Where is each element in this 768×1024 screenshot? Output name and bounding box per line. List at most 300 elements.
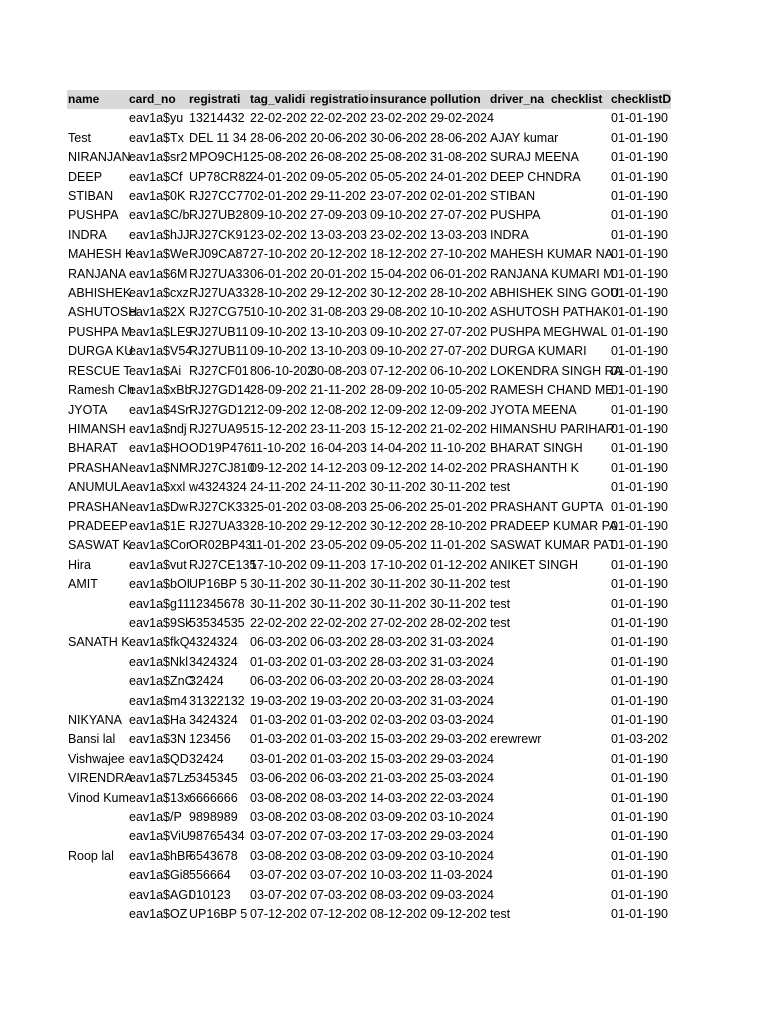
cell-tag-validity[interactable]: 11-01-202 <box>250 538 307 553</box>
cell-insurance[interactable]: 28-03-202 <box>370 654 427 669</box>
cell-tag-validity[interactable]: 03-07-202 <box>250 887 307 902</box>
cell-registration[interactable]: 12345678 <box>189 596 245 611</box>
cell-registration[interactable]: 556664 <box>189 868 231 883</box>
cell-driver-name[interactable]: JYOTA MEENA <box>490 402 577 417</box>
cell-registration[interactable]: RJ27CF01 <box>189 363 249 378</box>
cell-name[interactable]: SASWAT K <box>68 538 131 553</box>
cell-name[interactable]: NIRANJAN <box>68 150 131 165</box>
cell-name[interactable]: PRASHAN <box>68 460 129 475</box>
cell-pollution[interactable]: 03-10-2024 <box>430 810 494 825</box>
cell-checklist-date[interactable]: 01-01-190 <box>611 130 668 145</box>
cell-tag-validity[interactable]: 25-08-202 <box>250 150 307 165</box>
cell-insurance[interactable]: 15-03-202 <box>370 751 427 766</box>
cell-name[interactable]: INDRA <box>68 227 107 242</box>
cell-tag-validity[interactable]: 03-08-202 <box>250 810 307 825</box>
cell-insurance[interactable]: 17-10-202 <box>370 557 427 572</box>
cell-registration-date[interactable]: 03-07-202 <box>310 868 367 883</box>
cell-pollution[interactable]: 28-02-202 <box>430 615 487 630</box>
cell-tag-validity[interactable]: 03-06-202 <box>250 771 307 786</box>
cell-card-no[interactable]: eav1a$13x <box>129 790 191 805</box>
cell-card-no[interactable]: eav1a$LE9 <box>129 324 193 339</box>
cell-tag-validity[interactable]: 07-12-202 <box>250 907 307 922</box>
cell-driver-name[interactable]: SASWAT KUMAR PAT <box>490 538 616 553</box>
cell-checklist-date[interactable]: 01-01-190 <box>611 421 668 436</box>
cell-tag-validity[interactable]: 01-03-202 <box>250 732 307 747</box>
cell-driver-name[interactable] <box>489 789 550 808</box>
cell-registration-date[interactable]: 06-03-202 <box>310 674 367 689</box>
cell-registration[interactable]: w4324324 <box>189 480 247 495</box>
cell-insurance[interactable]: 09-10-202 <box>370 344 427 359</box>
cell-checklist-date[interactable]: 01-01-190 <box>611 402 668 417</box>
cell-driver-name[interactable]: DEEP CHNDRA <box>490 169 581 184</box>
cell-driver-name[interactable]: PUSHPA MEGHWAL <box>490 324 608 339</box>
cell-registration[interactable]: RJ27GD14 <box>189 383 251 398</box>
cell-name[interactable] <box>67 653 128 672</box>
cell-insurance[interactable]: 12-09-202 <box>370 402 427 417</box>
cell-insurance[interactable]: 20-03-202 <box>370 693 427 708</box>
cell-registration-date[interactable]: 14-12-203 <box>310 460 367 475</box>
cell-driver-name[interactable] <box>489 827 550 846</box>
cell-registration-date[interactable]: 22-02-202 <box>310 111 367 126</box>
cell-driver-name[interactable]: test <box>490 907 511 922</box>
cell-tag-validity[interactable]: 03-01-202 <box>250 751 307 766</box>
cell-registration[interactable]: MPO9CH1 <box>189 150 250 165</box>
cell-tag-validity[interactable]: 09-10-202 <box>250 344 307 359</box>
cell-name[interactable]: MAHESH K <box>68 247 134 262</box>
cell-registration[interactable]: RJ27UA33 <box>189 266 250 281</box>
cell-registration[interactable]: UP78CR82 <box>189 169 253 184</box>
cell-checklist[interactable] <box>550 866 610 885</box>
cell-registration[interactable]: 6543678 <box>189 848 238 863</box>
cell-registration-date[interactable]: 24-11-202 <box>310 480 367 495</box>
cell-checklist-date[interactable]: 01-01-190 <box>611 499 668 514</box>
cell-tag-validity[interactable]: 03-07-202 <box>250 829 307 844</box>
cell-checklist[interactable] <box>550 905 610 924</box>
cell-pollution[interactable]: 30-11-202 <box>430 596 487 611</box>
cell-name[interactable] <box>67 827 128 846</box>
cell-insurance[interactable]: 30-12-202 <box>370 518 427 533</box>
cell-name[interactable]: ASHUTOSH <box>68 305 138 320</box>
cell-checklist-date[interactable]: 01-03-202 <box>611 732 668 747</box>
cell-pollution[interactable]: 10-10-202 <box>430 305 487 320</box>
cell-pollution[interactable]: 01-12-202 <box>430 557 487 572</box>
cell-insurance[interactable]: 07-12-202 <box>370 363 427 378</box>
cell-card-no[interactable]: eav1a$Dw <box>129 499 189 514</box>
cell-checklist[interactable] <box>550 808 610 827</box>
cell-tag-validity[interactable]: 19-03-202 <box>250 693 307 708</box>
cell-card-no[interactable]: eav1a$ndj <box>129 421 187 436</box>
cell-insurance[interactable]: 15-12-202 <box>370 421 427 436</box>
cell-card-no[interactable]: eav1a$Cf <box>129 169 183 184</box>
cell-checklist-date[interactable]: 01-01-190 <box>611 713 668 727</box>
cell-registration[interactable]: RJ27UA33 <box>189 286 250 301</box>
cell-checklist[interactable] <box>550 595 610 614</box>
cell-card-no[interactable]: eav1a$/P <box>129 810 182 825</box>
cell-name[interactable] <box>67 808 128 827</box>
cell-card-no[interactable]: eav1a$OZ <box>129 907 188 922</box>
cell-checklist-date[interactable]: 01-01-190 <box>611 189 668 204</box>
header-registration-date[interactable]: registratio <box>309 90 369 109</box>
cell-tag-validity[interactable]: 12-09-202 <box>250 402 307 417</box>
cell-registration[interactable]: UP16BP 5 <box>189 907 248 922</box>
cell-driver-name[interactable]: DURGA KUMARI <box>490 344 587 359</box>
header-name[interactable]: name <box>67 90 128 109</box>
cell-tag-validity[interactable]: 06-03-202 <box>250 674 307 689</box>
cell-card-no[interactable]: eav1a$Cor <box>129 538 191 553</box>
cell-insurance[interactable]: 25-08-202 <box>370 150 427 165</box>
cell-checklist-date[interactable]: 01-01-190 <box>611 771 668 786</box>
cell-registration[interactable]: RJ27UA95 <box>189 421 250 436</box>
cell-pollution[interactable]: 22-03-2024 <box>430 790 494 805</box>
cell-driver-name[interactable] <box>489 672 550 691</box>
cell-tag-validity[interactable]: 02-01-202 <box>250 189 307 204</box>
cell-registration[interactable]: RJ27GD12 <box>189 402 251 417</box>
cell-card-no[interactable]: eav1a$C/b <box>129 208 190 223</box>
cell-registration-date[interactable]: 09-11-203 <box>310 557 367 572</box>
header-checklist[interactable]: checklist <box>550 90 610 109</box>
cell-checklist-date[interactable]: 01-01-190 <box>611 150 668 165</box>
cell-name[interactable]: PUSHPA M <box>68 324 132 339</box>
cell-registration-date[interactable]: 03-08-203 <box>310 499 367 514</box>
cell-checklist[interactable] <box>550 789 610 808</box>
cell-name[interactable]: Vishwajee <box>68 751 125 766</box>
cell-pollution[interactable]: 14-02-202 <box>430 460 487 475</box>
cell-tag-validity[interactable]: 27-10-202 <box>250 247 307 262</box>
cell-registration[interactable]: OD19P476 <box>189 441 251 456</box>
cell-name[interactable]: VIRENDRA <box>68 771 133 786</box>
cell-driver-name[interactable]: ABHISHEK SING GOU <box>490 286 620 301</box>
cell-tag-validity[interactable]: 03-08-202 <box>250 790 307 805</box>
header-driver-name[interactable]: driver_na <box>489 90 550 109</box>
cell-insurance[interactable]: 05-05-202 <box>370 169 427 184</box>
cell-name[interactable]: Bansi lal <box>68 732 116 747</box>
cell-card-no[interactable]: eav1a$bOI <box>129 577 191 592</box>
cell-checklist[interactable] <box>550 478 610 497</box>
cell-registration-date[interactable]: 13-10-203 <box>310 324 367 339</box>
cell-registration-date[interactable]: 26-08-202 <box>310 150 367 165</box>
cell-pollution[interactable]: 11-10-202 <box>430 441 487 456</box>
cell-insurance[interactable]: 23-02-202 <box>370 227 427 242</box>
cell-pollution[interactable]: 27-07-202 <box>430 324 487 339</box>
cell-checklist-date[interactable]: 01-01-190 <box>611 596 668 611</box>
cell-registration-date[interactable]: 30-11-202 <box>310 596 367 611</box>
cell-name[interactable] <box>67 595 128 614</box>
cell-name[interactable]: Ramesh Ch <box>68 383 134 398</box>
cell-insurance[interactable]: 30-12-202 <box>370 286 427 301</box>
cell-checklist-date[interactable]: 01-01-190 <box>611 305 668 320</box>
cell-card-no[interactable]: eav1a$hBF <box>129 848 193 863</box>
cell-registration-date[interactable]: 07-03-202 <box>310 829 367 844</box>
cell-name[interactable] <box>67 866 128 885</box>
cell-driver-name[interactable] <box>489 692 550 711</box>
cell-checklist-date[interactable]: 01-01-190 <box>611 848 668 863</box>
cell-checklist-date[interactable]: 01-01-190 <box>611 266 668 281</box>
cell-tag-validity[interactable]: 06-01-202 <box>250 266 307 281</box>
cell-card-no[interactable]: eav1a$1E <box>129 518 186 533</box>
cell-checklist-date[interactable]: 01-01-190 <box>611 441 668 456</box>
cell-registration[interactable]: 6666666 <box>189 790 238 805</box>
cell-registration[interactable]: RJ27CG75 <box>189 305 251 320</box>
cell-driver-name[interactable]: ANIKET SINGH <box>490 557 578 572</box>
cell-checklist-date[interactable]: 01-01-190 <box>611 247 668 262</box>
cell-registration-date[interactable]: 29-11-202 <box>310 189 367 204</box>
cell-insurance[interactable]: 17-03-202 <box>370 829 427 844</box>
cell-pollution[interactable]: 02-01-202 <box>430 189 487 204</box>
cell-registration[interactable]: 5345345 <box>189 771 238 786</box>
cell-pollution[interactable]: 11-01-202 <box>430 538 487 553</box>
cell-driver-name[interactable] <box>489 847 550 866</box>
cell-tag-validity[interactable]: 22-02-202 <box>250 615 307 630</box>
cell-card-no[interactable]: eav1a$Tx <box>129 130 184 145</box>
cell-pollution[interactable]: 03-03-2024 <box>430 713 494 727</box>
cell-driver-name[interactable]: MAHESH KUMAR NA <box>490 247 613 262</box>
cell-pollution[interactable]: 27-07-202 <box>430 208 487 223</box>
cell-checklist-date[interactable]: 01-01-190 <box>611 615 668 630</box>
cell-insurance[interactable]: 02-03-202 <box>370 713 427 727</box>
cell-registration-date[interactable]: 20-01-202 <box>310 266 367 281</box>
cell-tag-validity[interactable]: 30-11-202 <box>250 577 307 592</box>
cell-checklist-date[interactable]: 01-01-190 <box>611 480 668 495</box>
cell-pollution[interactable]: 06-10-202 <box>430 363 487 378</box>
cell-insurance[interactable]: 28-03-202 <box>370 635 427 650</box>
cell-insurance[interactable]: 18-12-202 <box>370 247 427 262</box>
cell-checklist[interactable] <box>550 692 610 711</box>
cell-name[interactable] <box>67 614 128 633</box>
cell-card-no[interactable]: eav1a$Nkl <box>129 654 189 669</box>
cell-insurance[interactable]: 09-12-202 <box>370 460 427 475</box>
cell-checklist[interactable] <box>550 187 610 206</box>
cell-name[interactable]: PUSHPA <box>68 208 119 223</box>
cell-card-no[interactable]: eav1a$ZnC <box>129 674 194 689</box>
cell-name[interactable]: Roop lal <box>68 848 114 863</box>
cell-checklist[interactable] <box>550 109 610 128</box>
cell-pollution[interactable]: 12-09-202 <box>430 402 487 417</box>
cell-card-no[interactable]: eav1a$0K <box>129 189 186 204</box>
cell-registration-date[interactable]: 23-11-203 <box>310 421 367 436</box>
cell-checklist-date[interactable]: 01-01-190 <box>611 208 668 223</box>
cell-registration[interactable]: RJ27CK33 <box>189 499 250 514</box>
cell-name[interactable]: Hira <box>68 557 91 572</box>
cell-registration[interactable]: 98765434 <box>189 829 245 844</box>
cell-pollution[interactable]: 25-03-2024 <box>430 771 494 786</box>
cell-card-no[interactable]: eav1a$xxl <box>129 480 186 495</box>
cell-card-no[interactable]: eav1a$QD <box>129 751 189 766</box>
cell-checklist-date[interactable]: 01-01-190 <box>611 227 668 242</box>
cell-registration[interactable]: 13214432 <box>189 111 245 126</box>
cell-driver-name[interactable] <box>489 750 550 769</box>
cell-driver-name[interactable]: test <box>490 480 511 495</box>
cell-registration-date[interactable]: 23-05-202 <box>310 538 367 553</box>
cell-driver-name[interactable]: test <box>490 596 511 611</box>
cell-pollution[interactable]: 06-01-202 <box>430 266 487 281</box>
cell-driver-name[interactable] <box>489 109 550 128</box>
cell-checklist[interactable] <box>550 226 610 245</box>
cell-registration-date[interactable]: 16-04-203 <box>310 441 367 456</box>
cell-registration-date[interactable]: 20-06-202 <box>310 130 367 145</box>
cell-insurance[interactable]: 30-11-202 <box>370 577 427 592</box>
cell-card-no[interactable]: eav1a$HO <box>129 441 189 456</box>
cell-registration-date[interactable]: 06-03-202 <box>310 635 367 650</box>
cell-card-no[interactable]: eav1a$sr2 <box>129 150 188 165</box>
cell-registration[interactable]: 123456 <box>189 732 231 747</box>
cell-pollution[interactable]: 09-12-202 <box>430 907 487 922</box>
cell-checklist-date[interactable]: 01-01-190 <box>611 169 668 184</box>
cell-tag-validity[interactable]: 01-03-202 <box>250 713 307 727</box>
cell-insurance[interactable]: 14-04-202 <box>370 441 427 456</box>
cell-name[interactable]: JYOTA <box>68 402 108 417</box>
cell-registration-date[interactable]: 06-03-202 <box>310 771 367 786</box>
cell-pollution[interactable]: 29-03-202 <box>430 732 487 747</box>
cell-card-no[interactable]: eav1a$hJJ <box>129 227 190 242</box>
cell-name[interactable] <box>67 692 128 711</box>
cell-checklist-date[interactable]: 01-01-190 <box>611 324 668 339</box>
cell-tag-validity[interactable]: 01-03-202 <box>250 654 307 669</box>
cell-checklist[interactable] <box>550 614 610 633</box>
cell-tag-validity[interactable]: 28-09-202 <box>250 383 307 398</box>
cell-name[interactable]: AMIT <box>68 577 98 592</box>
cell-driver-name[interactable] <box>489 711 550 730</box>
cell-registration[interactable]: RJ27UB28 <box>189 208 250 223</box>
cell-name[interactable] <box>67 109 128 128</box>
cell-checklist[interactable] <box>550 129 610 148</box>
cell-checklist-date[interactable]: 01-01-190 <box>611 518 668 533</box>
cell-tag-validity[interactable]: 09-10-202 <box>250 208 307 223</box>
header-insurance[interactable]: insurance <box>369 90 429 109</box>
cell-checklist-date[interactable]: 01-01-190 <box>611 790 668 805</box>
cell-registration-date[interactable]: 20-12-202 <box>310 247 367 262</box>
cell-pollution[interactable]: 28-10-202 <box>430 286 487 301</box>
cell-tag-validity[interactable]: 28-10-202 <box>250 518 307 533</box>
cell-registration-date[interactable]: 30-11-202 <box>310 577 367 592</box>
cell-tag-validity[interactable]: 24-11-202 <box>250 480 307 495</box>
cell-checklist[interactable] <box>550 575 610 594</box>
cell-checklist[interactable] <box>550 750 610 769</box>
cell-checklist-date[interactable]: 01-01-190 <box>611 810 668 825</box>
header-tag-validity[interactable]: tag_validi <box>249 90 309 109</box>
cell-insurance[interactable]: 29-08-202 <box>370 305 427 320</box>
cell-registration[interactable]: UP16BP 5 <box>189 577 248 592</box>
cell-pollution[interactable]: 09-03-2024 <box>430 887 494 902</box>
cell-card-no[interactable]: eav1a$fkQ <box>129 635 190 650</box>
cell-registration-date[interactable]: 31-08-203 <box>310 305 367 320</box>
cell-checklist-date[interactable]: 01-01-190 <box>611 868 668 883</box>
cell-pollution[interactable]: 29-03-2024 <box>430 751 494 766</box>
cell-checklist-date[interactable]: 01-01-190 <box>611 344 668 359</box>
cell-insurance[interactable]: 25-06-202 <box>370 499 427 514</box>
cell-pollution[interactable]: 28-06-202 <box>430 130 487 145</box>
cell-insurance[interactable]: 27-02-202 <box>370 615 427 630</box>
cell-card-no[interactable]: eav1a$9Sk <box>129 615 192 630</box>
cell-name[interactable]: BHARAT <box>68 441 118 456</box>
cell-checklist-date[interactable]: 01-01-190 <box>611 538 668 553</box>
cell-card-no[interactable]: eav1a$cxz <box>129 286 189 301</box>
cell-pollution[interactable]: 03-10-2024 <box>430 848 494 863</box>
cell-registration-date[interactable]: 07-03-202 <box>310 887 367 902</box>
cell-checklist[interactable] <box>550 886 610 905</box>
cell-insurance[interactable]: 15-03-202 <box>370 732 427 747</box>
cell-checklist-date[interactable]: 01-01-190 <box>611 654 668 669</box>
cell-name[interactable]: Test <box>68 130 91 145</box>
cell-checklist-date[interactable]: 01-01-190 <box>611 577 668 592</box>
cell-card-no[interactable]: eav1a$Ha <box>129 713 186 727</box>
cell-name[interactable]: PRADEEP <box>68 518 128 533</box>
cell-checklist-date[interactable]: 01-01-190 <box>611 635 668 650</box>
cell-name[interactable]: DEEP <box>68 169 103 184</box>
cell-registration-date[interactable]: 19-03-202 <box>310 693 367 708</box>
cell-registration[interactable]: 010123 <box>189 887 231 902</box>
cell-pollution[interactable]: 27-10-202 <box>430 247 487 262</box>
cell-checklist-date[interactable]: 01-01-190 <box>611 674 668 689</box>
cell-registration-date[interactable]: 21-11-202 <box>310 383 367 398</box>
cell-checklist-date[interactable]: 01-01-190 <box>611 111 668 126</box>
cell-tag-validity[interactable]: 03-07-202 <box>250 868 307 883</box>
cell-insurance[interactable]: 20-03-202 <box>370 674 427 689</box>
header-pollution[interactable]: pollution <box>429 90 489 109</box>
cell-card-no[interactable]: eav1a$4Sn <box>129 402 193 417</box>
cell-registration[interactable]: 53534535 <box>189 615 245 630</box>
cell-insurance[interactable]: 23-02-202 <box>370 111 427 126</box>
cell-card-no[interactable]: eav1a$yu <box>129 111 184 126</box>
cell-tag-validity[interactable]: 15-12-202 <box>250 421 307 436</box>
cell-registration-date[interactable]: 01-03-202 <box>310 751 367 766</box>
cell-tag-validity[interactable]: 10-10-202 <box>250 305 307 320</box>
cell-insurance[interactable]: 23-07-202 <box>370 189 427 204</box>
cell-pollution[interactable]: 27-07-202 <box>430 344 487 359</box>
cell-driver-name[interactable]: PRASHANTH K <box>490 460 579 475</box>
cell-name[interactable]: PRASHAN <box>68 499 129 514</box>
cell-tag-validity[interactable]: 11-10-202 <box>250 441 307 456</box>
cell-driver-name[interactable]: LOKENDRA SINGH RA <box>490 363 622 378</box>
cell-tag-validity[interactable]: 03-08-202 <box>250 848 307 863</box>
cell-checklist[interactable] <box>550 711 610 730</box>
cell-registration-date[interactable]: 27-09-203 <box>310 208 367 223</box>
cell-name[interactable] <box>67 886 128 905</box>
cell-pollution[interactable]: 11-03-2024 <box>430 868 494 883</box>
cell-checklist-date[interactable]: 01-01-190 <box>611 829 668 844</box>
cell-checklist[interactable] <box>550 847 610 866</box>
cell-driver-name[interactable]: ASHUTOSH PATHAK <box>490 305 611 320</box>
cell-registration-date[interactable]: 12-08-202 <box>310 402 367 417</box>
cell-registration[interactable]: RJ27CK91 <box>189 227 250 242</box>
cell-insurance[interactable]: 30-11-202 <box>370 596 427 611</box>
cell-checklist[interactable] <box>550 730 610 749</box>
cell-registration-date[interactable]: 08-03-202 <box>310 790 367 805</box>
cell-driver-name[interactable] <box>489 633 550 652</box>
cell-pollution[interactable]: 30-11-202 <box>430 577 487 592</box>
cell-card-no[interactable]: eav1a$NM <box>129 460 190 475</box>
cell-registration[interactable]: 32424 <box>189 674 224 689</box>
cell-checklist[interactable] <box>550 769 610 788</box>
cell-driver-name[interactable] <box>489 653 550 672</box>
cell-insurance[interactable]: 08-12-202 <box>370 907 427 922</box>
cell-card-no[interactable]: eav1a$6M <box>129 266 188 281</box>
cell-registration[interactable]: 4324324 <box>189 635 238 650</box>
cell-pollution[interactable]: 31-08-202 <box>430 150 487 165</box>
cell-checklist-date[interactable]: 01-01-190 <box>611 460 668 475</box>
cell-driver-name[interactable]: PRADEEP KUMAR PA <box>490 518 618 533</box>
cell-insurance[interactable]: 10-03-202 <box>370 868 427 883</box>
cell-registration[interactable]: OR02BP43 <box>189 538 253 553</box>
cell-name[interactable]: SANATH K <box>68 635 130 650</box>
cell-tag-validity[interactable]: 28-10-202 <box>250 286 307 301</box>
cell-card-no[interactable]: eav1a$2X <box>129 305 186 320</box>
cell-registration-date[interactable]: 09-05-202 <box>310 169 367 184</box>
cell-registration-date[interactable]: 29-12-202 <box>310 286 367 301</box>
cell-checklist[interactable] <box>550 633 610 652</box>
cell-checklist[interactable] <box>550 827 610 846</box>
cell-card-no[interactable]: eav1a$We <box>129 247 189 262</box>
cell-registration[interactable]: RJ27CE135 <box>189 557 257 572</box>
